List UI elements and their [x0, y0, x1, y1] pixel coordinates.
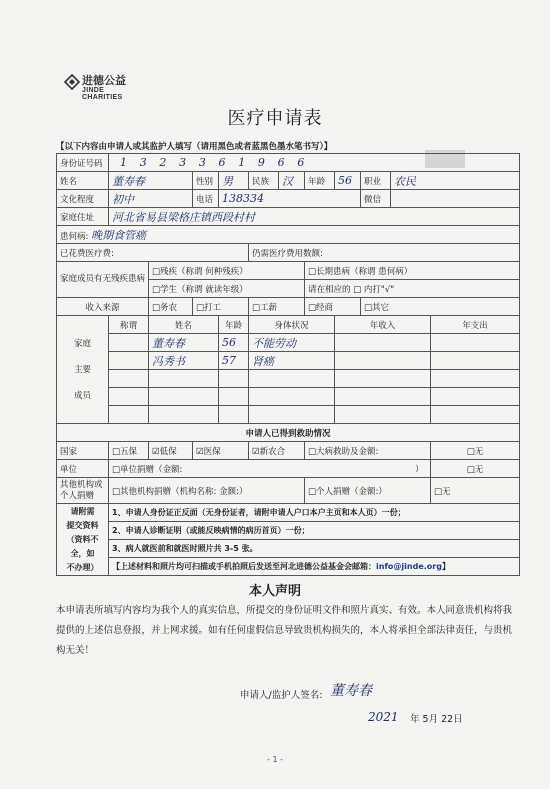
tick-hint: 请在相应的 □ 内打"√" [305, 280, 520, 298]
col-title: 称谓 [109, 316, 149, 334]
member-age-cell[interactable] [219, 388, 249, 406]
state-dibao-checkbox[interactable]: ☑低保 [149, 442, 193, 460]
family-member-row [57, 370, 520, 388]
other-org-checkbox[interactable] [109, 478, 305, 504]
disease-label: 患何病: [60, 231, 89, 242]
member-income-cell[interactable] [335, 388, 431, 406]
id-digit: 2 [159, 156, 167, 169]
income-farm-checkbox[interactable]: □务农 [149, 298, 193, 316]
member-name: 冯秀书 [152, 354, 185, 368]
phone-label: 电话 [193, 190, 219, 208]
family-sick-label: 家庭成员有无残疾患病 [57, 262, 149, 298]
member-income-cell[interactable] [335, 406, 431, 424]
send-note-end: 】 [441, 562, 450, 571]
docs-item-2: 2、申请人诊断证明（或能反映病情的病历首页）一份； [109, 522, 520, 540]
member-health-cell[interactable] [249, 388, 335, 406]
aid-unit-row [57, 460, 520, 478]
disease-row [57, 226, 520, 244]
address-row [57, 208, 520, 226]
disability-checkbox[interactable]: □残疾（称谓 何种残疾） [149, 262, 305, 280]
job-value: 农民 [394, 174, 416, 188]
member-health-cell[interactable] [249, 334, 335, 352]
income-row [57, 298, 520, 316]
docs-item-3: 3、病人就医前和就医时照片共 3-5 张。 [109, 540, 520, 558]
basic-info-row [57, 172, 520, 190]
id-digit: 3 [139, 156, 147, 169]
docs-label [57, 504, 109, 576]
other-org-label: □其他机构捐赠（机构名称: [112, 486, 217, 497]
member-name-cell[interactable] [149, 334, 219, 352]
state-yibao-checkbox[interactable]: ☑医保 [193, 442, 249, 460]
income-salary-checkbox[interactable]: □工薪 [249, 298, 305, 316]
member-health: 不能劳动 [252, 336, 296, 350]
signature-label: 申请人/监护人签名: [240, 690, 323, 701]
address-label: 家庭住址 [57, 208, 109, 226]
member-income-cell[interactable] [335, 352, 431, 370]
logo-text-cn: 进德公益 [82, 74, 126, 87]
ethnic-field[interactable] [279, 172, 305, 190]
id-digit: 1 [238, 156, 246, 169]
sign-date: 年 5月 22日 [410, 714, 463, 725]
member-title-cell[interactable] [109, 370, 149, 388]
logo-mark-icon [64, 74, 80, 90]
docs-send-note [109, 558, 520, 576]
docs-item-1: 1、申请人身份证正反面（无身份证者，请附申请人户口本户主页和本人页）一份； [109, 504, 520, 522]
docs-label-1: 请附需 [70, 506, 95, 516]
member-age-cell[interactable] [219, 406, 249, 424]
disease-field[interactable] [57, 226, 520, 244]
need-field[interactable] [249, 244, 520, 262]
id-digit: 6 [218, 156, 226, 169]
docs-label-4: 不办理） [66, 562, 99, 572]
fill-instruction: 【以下内容由申请人或其监护人填写（请用黑色或者蓝黑色墨水笔书写）】 [56, 142, 333, 152]
chronic-checkbox[interactable]: □长期患病（称谓 患何病） [305, 262, 520, 280]
col-name: 姓名 [149, 316, 219, 334]
id-row [57, 154, 520, 172]
state-wubao-checkbox[interactable]: □五保 [109, 442, 149, 460]
wechat-label: 微信 [361, 190, 391, 208]
col-expense: 年支出 [431, 316, 520, 334]
col-age: 年龄 [219, 316, 249, 334]
member-age: 56 [222, 336, 236, 349]
declaration-text: 本申请表所填写内容均为我个人的真实信息，所提交的身份证明文件和照片真实、有效。本人同意贵机构将我提供的上述信息登报，并上网求援。如有任何虚假信息导致贵机构损失的，本人将承担全部法律责任，与贵机构无关！ [56, 605, 513, 656]
member-name-cell[interactable] [149, 370, 219, 388]
job-label: 职业 [361, 172, 391, 190]
send-note-text: 【上述材料和照片均可扫描或手机拍照后发送至河北进德公益基金会邮箱： [112, 562, 376, 571]
id-digit: 6 [277, 156, 285, 169]
member-health-cell[interactable] [249, 370, 335, 388]
name-label: 姓名 [57, 172, 109, 190]
disease-value: 晚期食管癌 [91, 228, 147, 242]
id-digit: 1 [120, 156, 127, 169]
docs-row [57, 558, 520, 576]
page-number: - 1 - [267, 755, 283, 764]
age-field[interactable] [335, 172, 361, 190]
family-member-row [57, 352, 520, 370]
member-name-cell[interactable] [149, 406, 219, 424]
member-health-cell[interactable] [249, 352, 335, 370]
sign-year: 2021 [368, 710, 399, 724]
unit-donation-label: □单位捐赠（金额: [112, 464, 183, 475]
address-field[interactable] [109, 208, 520, 226]
phone-value: 138334 [222, 192, 264, 205]
edu-field[interactable] [109, 190, 193, 208]
member-title-cell[interactable] [109, 406, 149, 424]
other-org-amount: 金额:） [219, 486, 248, 497]
family-member-row [57, 334, 520, 352]
docs-label-2: 提交资料 [66, 520, 99, 530]
state-label: 国家 [57, 442, 109, 460]
edu-row [57, 190, 520, 208]
family-member-row [57, 406, 520, 424]
member-health-cell[interactable] [249, 406, 335, 424]
member-expense-cell[interactable] [431, 352, 520, 370]
id-digit: 3 [198, 156, 206, 169]
unit-donation-close: ） [415, 464, 424, 475]
member-name-cell[interactable] [149, 352, 219, 370]
family-sick-row-1 [57, 262, 520, 280]
member-title-cell[interactable] [109, 388, 149, 406]
family-section-label: 家庭主要成员 [57, 316, 109, 424]
phone-field[interactable] [219, 190, 361, 208]
member-age-cell[interactable] [219, 352, 249, 370]
aid-state-row [57, 442, 520, 460]
age-value: 56 [338, 174, 352, 187]
family-member-row [57, 388, 520, 406]
cost-row [57, 244, 520, 262]
unit-label: 单位 [57, 460, 109, 478]
income-label: 收入来源 [57, 298, 149, 316]
spent-label: 已花费医疗费: [60, 248, 114, 259]
id-digit: 9 [257, 156, 265, 169]
member-expense-cell[interactable] [431, 388, 520, 406]
aid-heading: 申请人已得到救助情况 [57, 424, 520, 442]
member-age-cell[interactable] [219, 370, 249, 388]
income-work-checkbox[interactable]: □打工 [193, 298, 249, 316]
member-expense-cell[interactable] [431, 406, 520, 424]
need-label: 仍需医疗费用数额: [252, 248, 323, 259]
member-expense-cell[interactable] [431, 334, 520, 352]
email-link[interactable]: info@jinde.org [376, 562, 442, 571]
gender-value: 男 [222, 174, 233, 188]
state-major-illness-checkbox[interactable]: □大病救助及金额: [305, 442, 431, 460]
age-label: 年龄 [305, 172, 335, 190]
name-value: 董寿春 [112, 174, 145, 188]
member-age-cell[interactable] [219, 334, 249, 352]
id-digit: 6 [297, 156, 305, 169]
other-none-checkbox[interactable]: □无 [431, 478, 520, 504]
member-title-cell[interactable] [109, 352, 149, 370]
declaration-title: 本人声明 [248, 584, 301, 599]
gender-field[interactable] [219, 172, 249, 190]
member-age: 57 [222, 354, 236, 367]
docs-row [57, 504, 520, 522]
member-expense-cell[interactable] [431, 370, 520, 388]
address-value: 河北省易县梁格庄镇西段村村 [112, 210, 255, 224]
member-name: 董寿春 [152, 336, 185, 350]
state-xinnonghe-checkbox[interactable]: ☑新农合 [249, 442, 305, 460]
logo-text-en: JINDE CHARITIES [82, 87, 123, 101]
member-income-cell[interactable] [335, 334, 431, 352]
id-number-field[interactable] [109, 154, 520, 172]
spent-field[interactable] [57, 244, 249, 262]
aid-other-row [57, 478, 520, 504]
state-none-checkbox[interactable]: □无 [431, 442, 520, 460]
gender-label: 性别 [193, 172, 219, 190]
other-label: 其他机构或个人捐赠 [57, 478, 109, 504]
jinde-logo [64, 72, 144, 102]
personal-donation-checkbox[interactable]: □个人捐赠（金额:） [305, 478, 431, 504]
name-field[interactable] [109, 172, 193, 190]
member-name-cell[interactable] [149, 388, 219, 406]
signature: 董寿春 [330, 683, 372, 699]
ethnic-value: 汉 [282, 174, 293, 188]
id-digit: 3 [179, 156, 187, 169]
docs-label-3: （资料不全，如 [66, 534, 99, 558]
ethnic-label: 民族 [249, 172, 279, 190]
job-field[interactable] [391, 172, 520, 190]
docs-row [57, 522, 520, 540]
student-checkbox[interactable]: □学生（称谓 就读年级） [149, 280, 305, 298]
wechat-field[interactable] [391, 190, 520, 208]
member-income-cell[interactable] [335, 370, 431, 388]
unit-none-checkbox[interactable]: □无 [431, 460, 520, 478]
id-label: 身份证号码 [57, 154, 109, 172]
edu-label: 文化程度 [57, 190, 109, 208]
income-other-checkbox[interactable]: □其它 [361, 298, 520, 316]
aid-heading-row [57, 424, 520, 442]
family-header-row [57, 316, 520, 334]
col-income: 年收入 [335, 316, 431, 334]
edu-value: 初中 [112, 192, 134, 206]
application-form [56, 153, 519, 576]
member-title-cell[interactable] [109, 334, 149, 352]
unit-donation-checkbox[interactable] [109, 460, 431, 478]
member-health: 肾癌 [252, 354, 274, 368]
col-health: 身体状况 [249, 316, 335, 334]
page-title: 医疗申请表 [227, 108, 323, 129]
docs-row [57, 540, 520, 558]
income-business-checkbox[interactable]: □经商 [305, 298, 361, 316]
